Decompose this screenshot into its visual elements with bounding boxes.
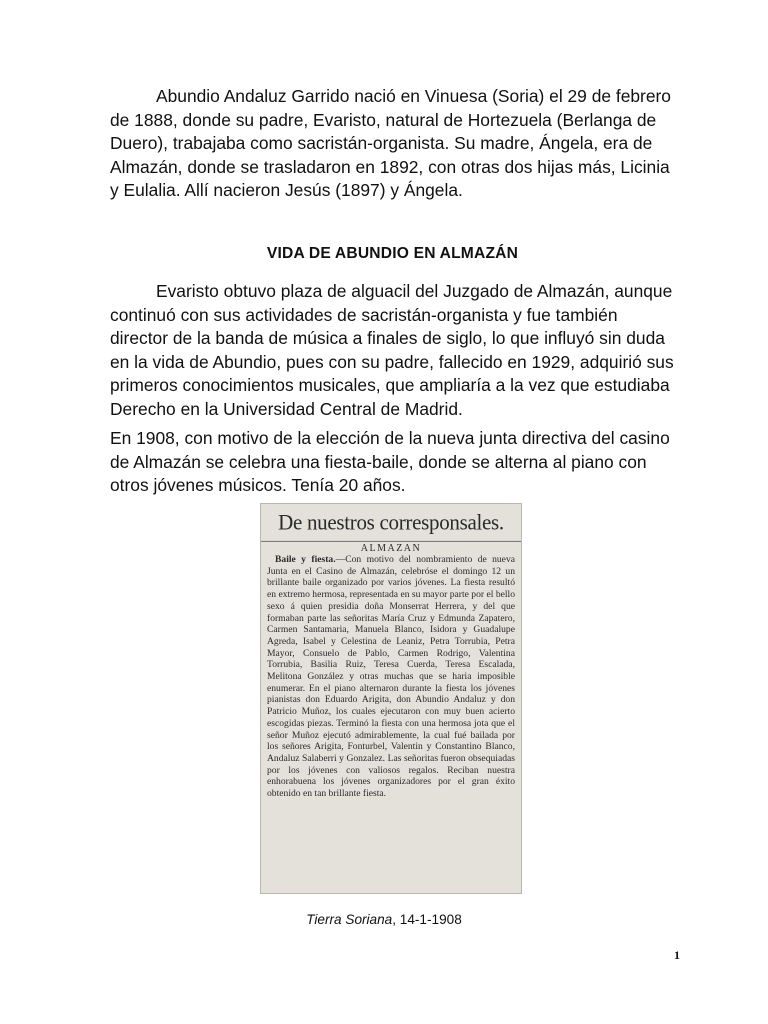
- clipping-subheading: ALMAZAN: [360, 543, 422, 554]
- newspaper-clipping: [260, 503, 522, 894]
- clipping-body: [267, 554, 515, 800]
- casino-paragraph: En 1908, con motivo de la elección de la nueva junta directiva del casino de Almazán se celebra una fiesta-baile, donde se alterna al piano con otros jóvenes músicos. Tenía 20 años.: [110, 428, 670, 496]
- page-number: 1: [674, 948, 680, 962]
- caption-source: Tierra Soriana: [306, 912, 393, 927]
- clipping-caption: [0, 912, 768, 927]
- clipping-text: —Con motivo del nombramiento de nueva Junta en el Casino de Almazán, celebróse el domingo 12 un brillante baile organizado por varios jóvenes. La fiesta resultó en extremo hermosa, representada en su mayor parte por el bello sexo á quien presidia doña Monserrat Herrera, y del que formaban parte las señoritas María Cruz y Edmunda Zapatero, Carmen Santamaria, Manuela Blanco, Isidora y Guadalupe Agreda, Isabel y Celestina de Leaniz, Petra Torrubia, Petra Mayor, Consuelo de Pablo, Carmen Rodrigo, Valentina Torrubia, Basilia Ruiz, Teresa Cuerda, Teresa Escalada, Melitona González y otras muchas que se haria imposible enumerar. En el piano alternaron durante la fiesta los jóvenes pianistas don Eduardo Arigita, don Abundio Andaluz y don Patricio Muñoz, los cuales ejecutaron con muy buen acierto escogidas piezas. Terminó la fiesta con una hermosa jota que el señor Muñoz ejecutó admirablemente, la cual fué bailada por los señores Arigita, Fonturbel, Valentin y Constantino Blanco, Andaluz Salaberri y Gonzalez. Las señoritas fueron obsequiadas por los jóvenes con valiosos regalos. Reciban nuestra enhorabuena los jóvenes organizadores por el gran éxito obtenido en tan brillante fiesta.: [267, 554, 516, 800]
- section-heading: VIDA DE ABUNDIO EN ALMAZÁN: [266, 245, 519, 262]
- caption-date: , 14-1-1908: [392, 912, 462, 927]
- intro-paragraph: Abundio Andaluz Garrido nació en Vinuesa (Soria) el 29 de febrero de 1888, donde su padre, Evaristo, natural de Hortezuela (Berlanga de Duero), trabajaba como sacristán-organista. Su madre, Ángela, era de Almazán, donde se trasladaron en 1892, con otras dos hijas más, Licinia y Eulalia. Allí nacieron Jesús (1897) y Ángela.: [110, 86, 671, 201]
- clipping-lead: Baile y fiesta.: [275, 554, 336, 565]
- evaristo-paragraph: Evaristo obtuvo plaza de alguacil del Juzgado de Almazán, aunque continuó con sus actividades de sacristán-organista y fue también director de la banda de música a finales de siglo, lo que influyó sin duda en la vida de Abundio, pues con su padre, fallecido en 1929, adquirió sus primeros conocimientos musicales, que ampliaría a la vez que estudiaba Derecho en la Universidad Central de Madrid.: [110, 281, 674, 419]
- clipping-header: De nuestros corresponsales.: [261, 503, 521, 542]
